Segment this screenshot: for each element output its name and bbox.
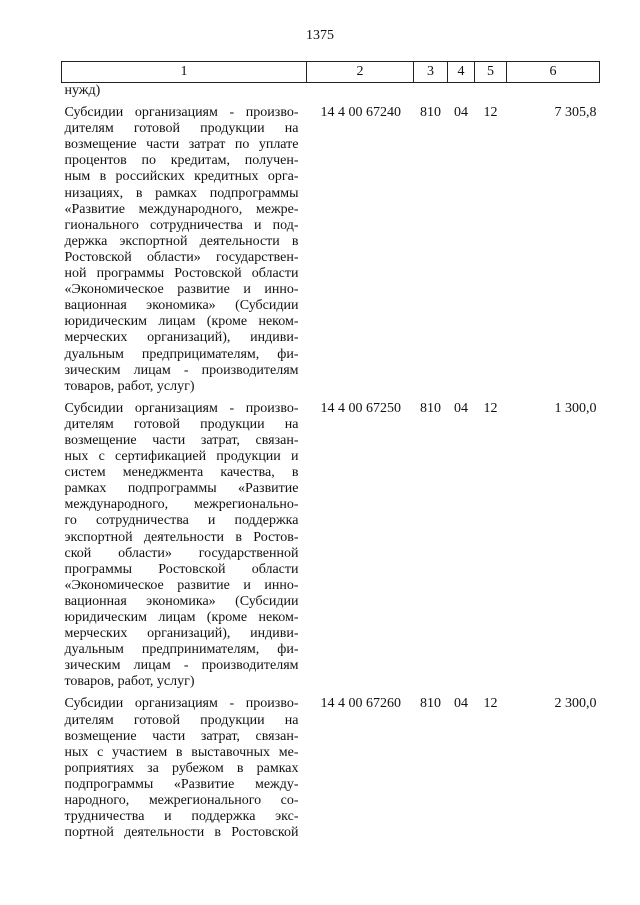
row-code: 14 4 00 67260 bbox=[320, 696, 401, 712]
row-amount: 2 300,0 bbox=[554, 696, 597, 712]
description-line: дуальным предприцимателям, фи- bbox=[64, 346, 299, 362]
column-header-2: 2 bbox=[307, 62, 414, 83]
description-line: программы Ростовской области bbox=[64, 561, 299, 577]
description-line: международного, межрегионально- bbox=[64, 497, 299, 513]
description-line: товаров, работ, услуг) bbox=[64, 378, 195, 394]
description-line: «Экономическое развитие и инно- bbox=[64, 577, 299, 593]
description-line: юридическим лицам (кроме неком- bbox=[64, 314, 299, 330]
row-col5: 12 bbox=[483, 105, 498, 121]
description-line: возмещение части затрат по уплате bbox=[64, 137, 299, 153]
description-line: ной программы Ростовской области bbox=[64, 266, 299, 282]
table-row bbox=[62, 105, 600, 395]
description-line: роприятиях за рубежом в рамках bbox=[64, 760, 299, 776]
description-line: трудничества и поддержка экс- bbox=[64, 809, 299, 825]
column-header-3: 3 bbox=[414, 62, 448, 83]
column-header-6: 6 bbox=[507, 62, 600, 83]
description-line: зическим лицам - производителям bbox=[64, 362, 299, 378]
row-col4: 04 bbox=[454, 696, 468, 712]
continuation-row bbox=[62, 83, 600, 100]
continuation-text: нужд) bbox=[64, 83, 101, 98]
row-description bbox=[62, 696, 307, 841]
description-line: Субсидии организациям - произво- bbox=[64, 105, 299, 121]
table-row bbox=[62, 401, 600, 691]
row-col5: 12 bbox=[483, 400, 498, 416]
row-description bbox=[62, 401, 307, 691]
description-line: Ростовской области» государствен- bbox=[64, 249, 299, 265]
description-line: дителям готовой продукции на bbox=[64, 712, 299, 728]
row-col4: 04 bbox=[454, 400, 468, 416]
column-header-4: 4 bbox=[448, 62, 475, 83]
description-line: мерческих организаций), индиви- bbox=[64, 626, 299, 642]
table-row bbox=[62, 696, 600, 841]
column-header-1: 1 bbox=[62, 62, 307, 83]
description-line: гионального сотрудничества и под- bbox=[64, 217, 299, 233]
description-line: ным в российских кредитных орга- bbox=[64, 169, 299, 185]
description-line: систем менеджмента качества, в bbox=[64, 465, 299, 481]
row-col4: 04 bbox=[454, 105, 468, 121]
description-line: низациях, в рамках подпрограммы bbox=[64, 185, 299, 201]
row-description bbox=[62, 105, 307, 395]
description-line: держка экспортной деятельности в bbox=[64, 233, 299, 249]
table-header-row bbox=[62, 62, 600, 83]
description-line: процентов по кредитам, получен- bbox=[64, 153, 299, 169]
description-line: дуальным предпринимателям, фи- bbox=[64, 642, 299, 658]
description-line: Субсидии организациям - произво- bbox=[64, 696, 299, 712]
description-line: возмещение части затрат, связан- bbox=[64, 728, 299, 744]
page-number: 1375 bbox=[306, 28, 334, 43]
description-line: ных с участием в выставочных ме- bbox=[64, 744, 299, 760]
description-line: «Развитие международного, межре- bbox=[64, 201, 299, 217]
description-line: возмещение части затрат, связан- bbox=[64, 432, 299, 448]
description-line: подпрограммы «Развитие между- bbox=[64, 776, 299, 792]
description-line: народного, межрегионального со- bbox=[64, 793, 299, 809]
row-col3: 810 bbox=[420, 696, 441, 712]
row-col5: 12 bbox=[483, 696, 498, 712]
description-line: го сотрудничества и поддержка bbox=[64, 513, 299, 529]
row-col3: 810 bbox=[420, 400, 441, 416]
row-col3: 810 bbox=[420, 105, 441, 121]
description-line: юридическим лицам (кроме неком- bbox=[64, 610, 299, 625]
description-line: зическим лицам - производителям bbox=[64, 658, 299, 674]
description-line: вационная экономика» (Субсидии bbox=[64, 298, 299, 314]
description-line: ской области» государственной bbox=[64, 545, 299, 561]
description-line: дителям готовой продукции на bbox=[64, 121, 299, 137]
budget-table bbox=[61, 61, 600, 841]
description-line: вационная экономика» (Субсидии bbox=[64, 593, 299, 609]
description-line: мерческих организаций), индиви- bbox=[64, 330, 299, 346]
description-line: экспортной деятельности в Ростов- bbox=[64, 529, 299, 545]
row-code: 14 4 00 67250 bbox=[320, 400, 401, 416]
description-line: рамках подпрограммы «Развитие bbox=[64, 481, 299, 497]
description-line: портной деятельности в Ростовской bbox=[64, 825, 299, 841]
description-line: товаров, работ, услуг) bbox=[64, 674, 195, 690]
row-code: 14 4 00 67240 bbox=[320, 105, 401, 121]
description-line: дителям готовой продукции на bbox=[64, 416, 299, 432]
description-line: «Экономическое развитие и инно- bbox=[64, 282, 299, 298]
description-line: Субсидии организациям - произво- bbox=[64, 400, 299, 416]
column-header-5: 5 bbox=[475, 62, 507, 83]
description-line: ных с сертификацией продукции и bbox=[64, 449, 299, 465]
row-amount: 7 305,8 bbox=[554, 105, 597, 121]
row-amount: 1 300,0 bbox=[554, 400, 597, 416]
